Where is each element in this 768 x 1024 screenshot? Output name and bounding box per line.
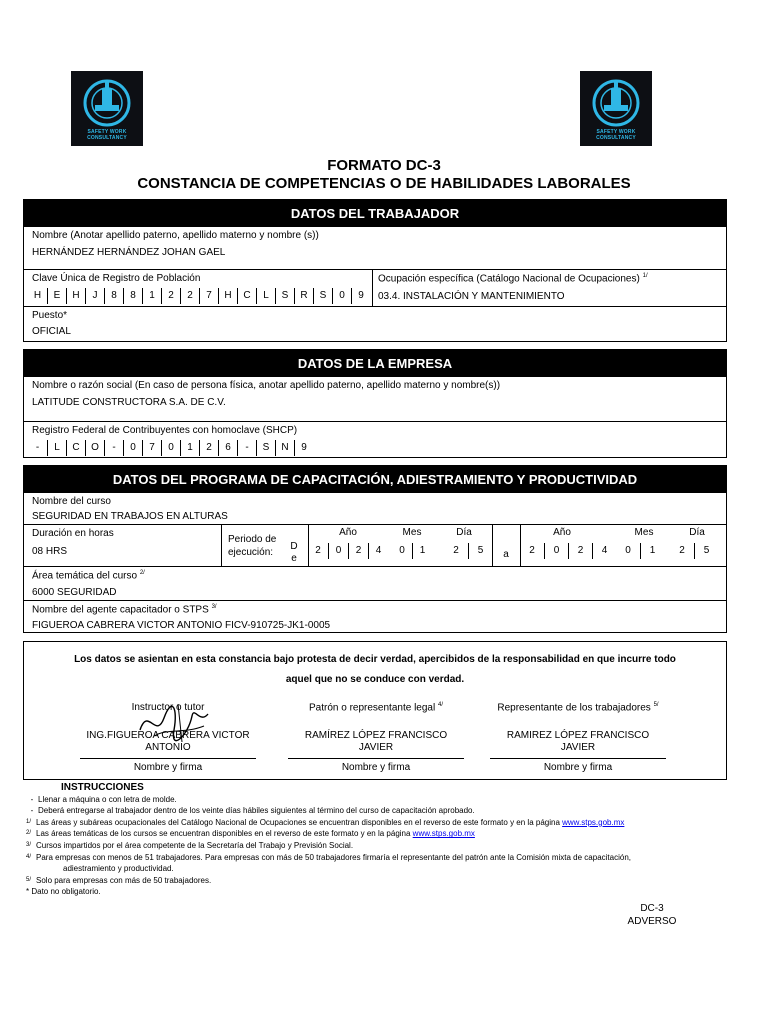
char-box: 0 (332, 288, 351, 304)
char-box: 9 (351, 288, 370, 304)
start-year-boxes (308, 543, 388, 559)
workers-role: Representante de los trabajadores $^{5/}$ (497, 702, 659, 714)
workers-signature-block (490, 702, 666, 773)
start-month-boxes (392, 543, 432, 559)
instruction-mark: 2/ (26, 830, 32, 837)
char-box: - (237, 440, 256, 456)
form-code-id: DC-3 (640, 903, 664, 914)
employer-signature-block (288, 702, 464, 773)
area-value: 6000 SEGURIDAD (32, 587, 117, 598)
course-row (24, 493, 726, 524)
stps-link[interactable]: www.stps.gob.mx (412, 829, 475, 839)
course-label: Nombre del curso (32, 496, 111, 507)
end-day-header: Día (689, 527, 705, 538)
char-box: C (237, 288, 256, 304)
worker-name-row (24, 227, 726, 269)
program-section-header: DATOS DEL PROGRAMA DE CAPACITACIÓN, ADIESTRAMIENTO Y PRODUCTIVIDAD (24, 466, 726, 493)
instruction-item (26, 794, 726, 806)
employer-footnote: 4/ (437, 702, 443, 708)
char-box: H (66, 288, 85, 304)
area-label: Área temática del curso $^{2/}$ (32, 570, 145, 582)
position-value: OFICIAL (32, 326, 71, 337)
instruction-text: Cursos impartidos por el área competente de la Secretaría del Trabajo y Previsión Social. (36, 840, 354, 850)
agent-footnote: 3/ (211, 604, 217, 610)
char-box: 2 (679, 545, 685, 556)
start-day-header: Día (456, 527, 472, 538)
char-box: O (85, 440, 104, 456)
instruction-text: Solo para empresas con más de 50 trabajadores. (36, 875, 212, 885)
form-title: FORMATO DC-3 (327, 157, 441, 174)
instruction-mark: - (30, 806, 34, 816)
workers-sign-label: Nombre y firma (490, 758, 666, 773)
char-box: 0 (161, 440, 180, 456)
duration-value: 08 HRS (32, 546, 68, 557)
worker-position-row (24, 306, 726, 341)
instruction-item (26, 817, 726, 829)
instruction-text: Deberá entregarse al trabajador dentro de los veinte días hábiles siguientes al término del curso de capacitación aprobado. (38, 806, 475, 816)
workers-name: RAMIREZ LÓPEZ FRANCISCO JAVIER (506, 730, 650, 753)
declaration-line-1: Los datos se asientan en esta constancia bajo protesta de decir verdad, apercibidos de la responsabilidad en que incurre todo (74, 654, 676, 665)
char-box: 2 (199, 440, 218, 456)
char-box: 1 (412, 543, 432, 559)
duration-row (24, 524, 726, 566)
worker-curp-row (24, 269, 726, 306)
char-box: 2 (161, 288, 180, 304)
char-box: 2 (568, 543, 592, 559)
char-box: H (33, 290, 42, 301)
end-month-boxes (616, 543, 664, 559)
company-logo-left (71, 71, 143, 146)
char-box: L (256, 288, 275, 304)
char-box: N (275, 440, 294, 456)
instruction-continuation: adiestramiento y productividad. (63, 864, 174, 874)
char-box: 9 (294, 440, 313, 456)
char-box: 1 (640, 543, 664, 559)
instruction-mark: - (30, 794, 34, 804)
rfc-label: Registro Federal de Contribuyentes con homoclave (SHCP) (32, 425, 298, 436)
char-box: 2 (348, 543, 368, 559)
stps-link[interactable]: www.stps.gob.mx (562, 817, 625, 827)
instruction-item (26, 828, 726, 840)
char-box: J (85, 288, 104, 304)
char-box: 0 (544, 543, 568, 559)
declaration-line-2: aquel que no se conduce con verdad. (285, 674, 465, 685)
char-box: 0 (123, 440, 142, 456)
occupation-footnote: 1/ (642, 273, 648, 279)
char-box: 4 (368, 543, 388, 559)
instructor-name: ING.FIGUEROA CABRERA VICTOR ANTONIO (86, 730, 250, 753)
end-year-boxes (520, 543, 616, 559)
logo-caption: SAFETY WORK CONSULTANCY (596, 129, 636, 141)
curp-boxes (28, 288, 370, 304)
instructions (26, 782, 726, 898)
company-rfc-row (24, 421, 726, 457)
area-footnote: 2/ (139, 570, 145, 576)
char-box: 2 (529, 545, 535, 556)
form-subtitle: CONSTANCIA DE COMPETENCIAS O DE HABILIDADES LABORALES (137, 175, 631, 192)
start-month-header: Mes (402, 527, 422, 538)
company-name-value: LATITUDE CONSTRUCTORA S.A. DE C.V. (32, 397, 226, 408)
char-box: 8 (104, 288, 123, 304)
declaration-box (23, 641, 727, 780)
instruction-text: Las áreas y subáreas ocupacionales del Catálogo Nacional de Ocupaciones se encuentran disponibles en el reverso de este formato y en la página www.stps.gob.mx (36, 817, 625, 827)
agent-value: FIGUEROA CABRERA VICTOR ANTONIO FICV-910725-JK1-0005 (32, 620, 331, 631)
instruction-item (26, 852, 726, 864)
instruction-item (26, 805, 726, 817)
workers-footnote: 5/ (653, 702, 659, 708)
start-day-boxes (444, 543, 492, 559)
instruction-mark: 5/ (26, 876, 32, 883)
char-box: S (256, 440, 275, 456)
instruction-mark: 3/ (26, 841, 32, 848)
company-name-label: Nombre o razón social (En caso de persona física, anotar apellido paterno, apellido materno y nombre(s)) (32, 380, 501, 391)
period-de-label: D e (290, 541, 298, 564)
instruction-mark: 4/ (26, 853, 32, 860)
company-name-row (24, 377, 726, 421)
logo-caption: SAFETY WORK CONSULTANCY (87, 129, 127, 141)
employer-sign-label: Nombre y firma (288, 758, 464, 773)
instructor-sign-label: Nombre y firma (80, 758, 256, 773)
worker-name-label: Nombre (Anotar apellido paterno, apellido materno y nombre (s)) (32, 230, 319, 241)
char-box: 7 (199, 288, 218, 304)
optional-note: * Dato no obligatorio. (26, 887, 101, 897)
instructor-signature-block (80, 702, 256, 773)
char-box: 0 (328, 543, 348, 559)
end-day-boxes (670, 543, 718, 559)
worker-section (23, 199, 727, 342)
occupation-label: Ocupación específica (Catálogo Nacional de Ocupaciones) $^{1/}$ (378, 273, 648, 285)
char-box: - (35, 442, 40, 453)
company-section-header: DATOS DE LA EMPRESA (24, 350, 726, 377)
char-box: 0 (399, 545, 405, 556)
char-box: S (313, 288, 332, 304)
occupation-value: 03.4. INSTALACIÓN Y MANTENIMIENTO (378, 291, 565, 302)
char-box: 2 (180, 288, 199, 304)
char-box: 1 (142, 288, 161, 304)
instruction-text: Llenar a máquina o con letra de molde. (38, 794, 177, 804)
course-value: SEGURIDAD EN TRABAJOS EN ALTURAS (32, 511, 228, 522)
instructions-title: INSTRUCCIONES (61, 782, 144, 793)
instruction-text: Las áreas temáticas de los cursos se encuentran disponibles en el reverso de este formato y en la página www.stps.gob.mx (36, 829, 475, 839)
rfc-boxes (28, 440, 313, 456)
char-box: L (47, 440, 66, 456)
char-box: 4 (592, 543, 616, 559)
char-box: - (104, 440, 123, 456)
worker-section-header: DATOS DEL TRABAJADOR (24, 200, 726, 227)
end-month-header: Mes (634, 527, 654, 538)
char-box: H (218, 288, 237, 304)
char-box: 7 (142, 440, 161, 456)
company-logo-right (580, 71, 652, 146)
agent-label: Nombre del agente capacitador o STPS $^{3/}$ (32, 604, 217, 616)
instructions-list (26, 794, 726, 887)
char-box: 2 (315, 545, 321, 556)
position-label: Puesto* (32, 310, 68, 321)
company-section (23, 349, 727, 458)
char-box: C (66, 440, 85, 456)
char-box: 5 (468, 543, 492, 559)
employer-name: RAMÍREZ LÓPEZ FRANCISCO JAVIER (304, 730, 448, 753)
employer-role: Patrón o representante legal $^{4/}$ (309, 702, 443, 714)
period-a-label: a (503, 549, 509, 560)
char-box: 1 (180, 440, 199, 456)
form-code-side: ADVERSO (627, 916, 677, 927)
instruction-text: Para empresas con menos de 51 trabajadores. Para empresas con más de 50 trabajadores firmaría el representante del patrón ante la Comisión mixta de capacitación, (36, 852, 631, 862)
handwritten-signature-icon (134, 700, 214, 746)
char-box: R (294, 288, 313, 304)
char-box: 5 (694, 543, 718, 559)
start-year-header: Año (339, 527, 357, 538)
char-box: S (275, 288, 294, 304)
worker-name-value: HERNÁNDEZ HERNÁNDEZ JOHAN GAEL (32, 247, 226, 258)
agent-row (24, 600, 726, 632)
instruction-item (26, 840, 726, 852)
char-box: 0 (625, 545, 631, 556)
end-year-header: Año (553, 527, 571, 538)
program-section (23, 465, 727, 633)
char-box: 6 (218, 440, 237, 456)
curp-label: Clave Única de Registro de Población (32, 273, 201, 284)
char-box: 8 (123, 288, 142, 304)
instructor-role: Instructor o tutor (131, 702, 205, 713)
form-code (608, 902, 696, 928)
instruction-mark: 1/ (26, 818, 32, 825)
instruction-item (26, 875, 726, 887)
char-box: E (47, 288, 66, 304)
char-box: 2 (453, 545, 459, 556)
area-row (24, 566, 726, 600)
period-label: Periodo de ejecución: (228, 534, 277, 558)
duration-label: Duración en horas (32, 528, 114, 539)
